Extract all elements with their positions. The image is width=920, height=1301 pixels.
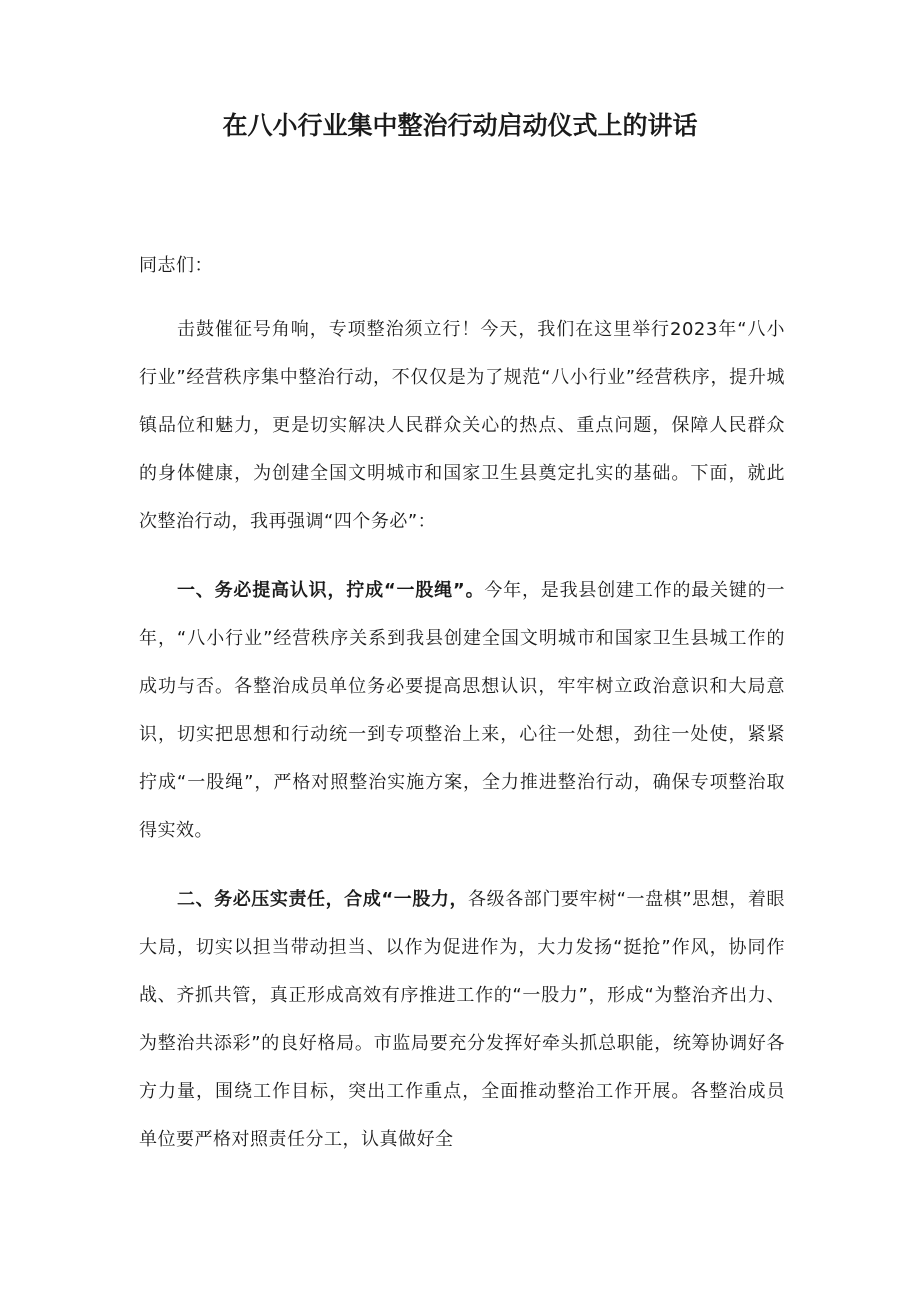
paragraph-text: 今年，是我县创建工作的最关键的一年，“八小行业”经营秩序关系到我县创建全国文明城市和国家卫生县城工作的成功与否。各整治成员单位务必要提高思想认识，牢牢树立政治意识和大局意识，切实把思想和行动统一到专项整治上来，心往一处想，劲往一处使，紧紧拧成“一股绳”，严格对照整治实施方案，全力推进整治行动，确保专项整治取得实效。	[139, 580, 785, 841]
paragraph-text: 击鼓催征号角响，专项整治须立行！今天，我们在这里举行2023年“八小行业”经营秩序集中整治行动，不仅仅是为了规范“八小行业”经营秩序，提升城镇品位和魅力，更是切实解决人民群众关心的热点、重点问题，保障人民群众的身体健康，为创建全国文明城市和国家卫生县奠定扎实的基础。下面，就此次整治行动，我再强调“四个务必”：	[139, 319, 785, 532]
paragraph-text: 各级各部门要牢树“一盘棋”思想，着眼大局，切实以担当带动担当、以作为促进作为，大力发扬“挺抢”作风，协同作战、齐抓共管，真正形成高效有序推进工作的“一股力”，形成“为整治齐出力、为整治共添彩”的良好格局。市监局要充分发挥好牵头抓总职能，统筹协调好各方力量，围绕工作目标，突出工作重点，全面推动整治工作开展。各整治成员单位要严格对照责任分工，认真做好全	[139, 889, 785, 1150]
salutation: 同志们：	[139, 255, 213, 276]
paragraph-lead: 一、务必提高认识，拧成“一股绳”。	[177, 580, 485, 601]
paragraph-point-one	[139, 567, 785, 855]
paragraph-intro	[139, 306, 785, 546]
document-title: 在八小行业集中整治行动启动仪式上的讲话	[222, 111, 698, 140]
paragraph-lead: 二、务必压实责任，合成“一股力，	[177, 889, 469, 910]
paragraph-point-two	[139, 876, 785, 1164]
